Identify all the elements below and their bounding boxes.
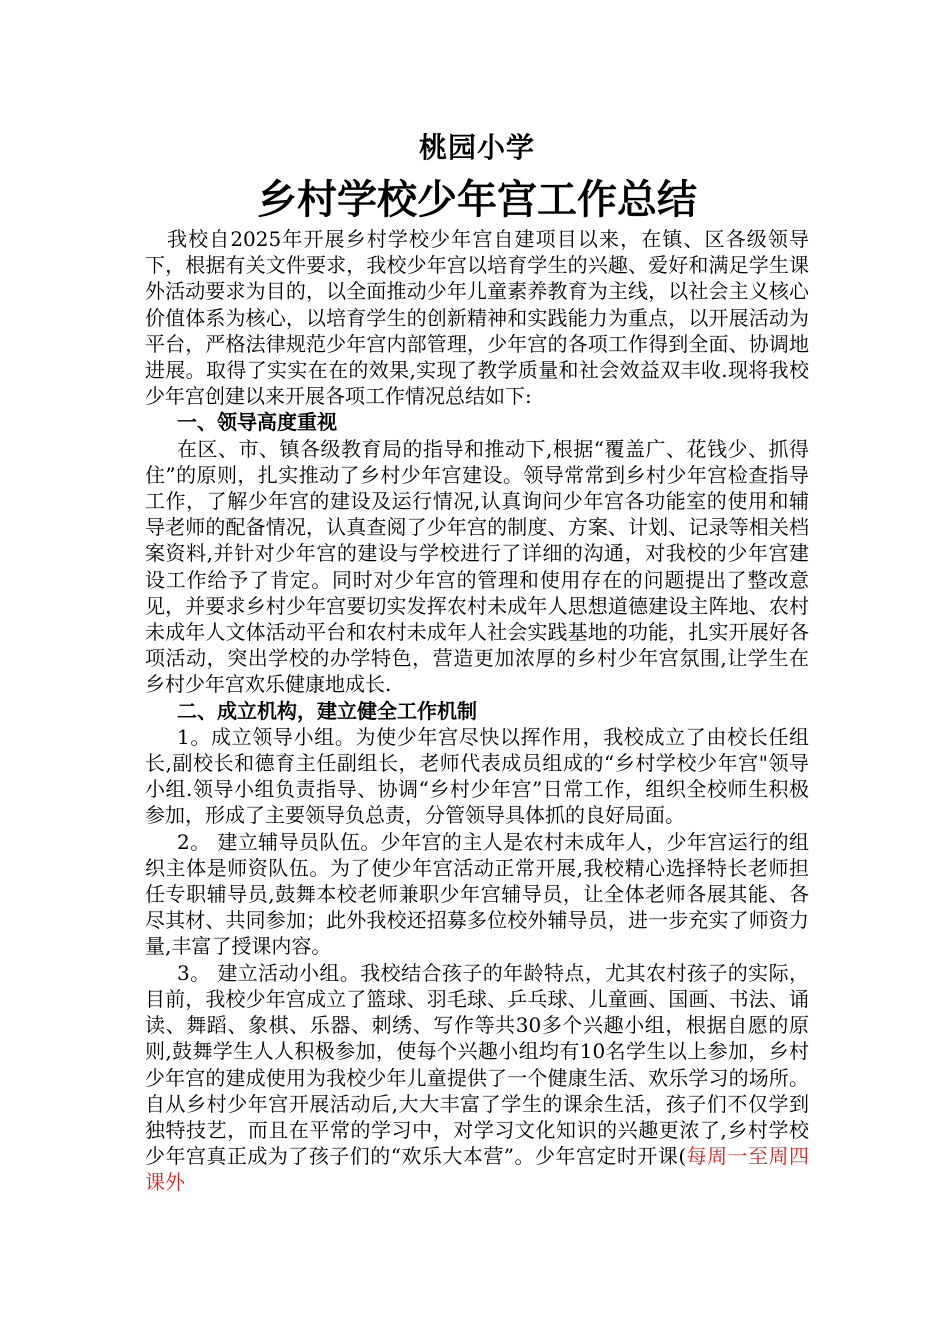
section1-heading: 一、领导高度重视 (177, 410, 337, 435)
item1-paragraph: 1。成立领导小组。为使少年宫尽快以挥作用，我校成立了由校长任组长,副校长和德育主任副组长，老师代表成员组成的“乡村学校少年宫"领导小组.领导小组负责指导、协调“乡村少年宫”日常工作，组织全校师生积极参加，形成了主要领导负总责，分管领导具体抓的良好局面。 (145, 724, 809, 828)
intro-paragraph: 我校自2025年开展乡村学校少年宫自建项目以来，在镇、区各级领导下，根据有关文件要求，我校少年宫以培育学生的兴趣、爱好和满足学生课外活动要求为目的，以全面推动少年儿童素养教育为主线，以社会主义核心价值体系为核心，以培育学生的创新精神和实践能力为重点，以开展活动为平台，严格法律规范少年宫内部管理，少年宫的各项工作得到全面、协调地进展。取得了实实在在的效果,实现了教学质量和社会效益双丰收.现将我校少年宫创建以来开展各项工作情况总结如下: (145, 227, 809, 409)
item3-red-text: 每周一至周四课外 (145, 1144, 809, 1195)
document-title: 乡村学校少年宫工作总结 (257, 177, 697, 223)
item3-paragraph (145, 960, 809, 1196)
item3-text: 3。 建立活动小组。我校结合孩子的年龄特点，尤其农村孩子的实际，目前，我校少年宫成立了篮球、羽毛球、乒乓球、儿童画、国画、书法、诵读、舞蹈、象棋、乐器、刺绣、写作等共30多个兴趣小组，根据自愿的原则,鼓舞学生人人积极参加，使每个兴趣小组均有10名学生以上参加，乡村少年宫的建成使用为我校少年儿童提供了一个健康生活、欢乐学习的场所。自从乡村少年宫开展活动后,大大丰富了学生的课余生活，孩子们不仅学到独特技艺，而且在平常的学习中，对学习文化知识的兴趣更浓了,乡村学校少年宫真正成为了孩子们的“欢乐大本营”。少年宫定时开课( (145, 960, 809, 1169)
item2-paragraph: 2。 建立辅导员队伍。少年宫的主人是农村未成年人，少年宫运行的组织主体是师资队伍。为了使少年宫活动正常开展,我校精心选择特长老师担任专职辅导员,鼓舞本校老师兼职少年宫辅导员，让全体老师各展其能、各尽其材、共同参加；此外我校还招募多位校外辅导员，进一步充实了师资力量,丰富了授课内容。 (145, 829, 809, 959)
document-page (145, 128, 809, 1196)
section2-heading: 二、成立机构，建立健全工作机制 (177, 698, 477, 723)
section1-paragraph: 在区、市、镇各级教育局的指导和推动下,根据“覆盖广、花钱少、抓得住”的原则，扎实推动了乡村少年宫建设。领导常常到乡村少年宫检查指导工作，了解少年宫的建设及运行情况,认真询问少年宫各功能室的使用和辅导老师的配备情况，认真查阅了少年宫的制度、方案、计划、记录等相关档案资料,并针对少年宫的建设与学校进行了详细的沟通，对我校的少年宫建设工作给予了肯定。同时对少年宫的管理和使用存在的问题提出了整改意见，并要求乡村少年宫要切实发挥农村未成年人思想道德建设主阵地、农村未成年人文体活动平台和农村未成年人社会实践基地的功能，扎实开展好各项活动，突出学校的办学特色，营造更加浓厚的乡村少年宫氛围,让学生在乡村少年宫欢乐健康地成长. (145, 436, 809, 697)
school-name: 桃园小学 (418, 131, 535, 164)
